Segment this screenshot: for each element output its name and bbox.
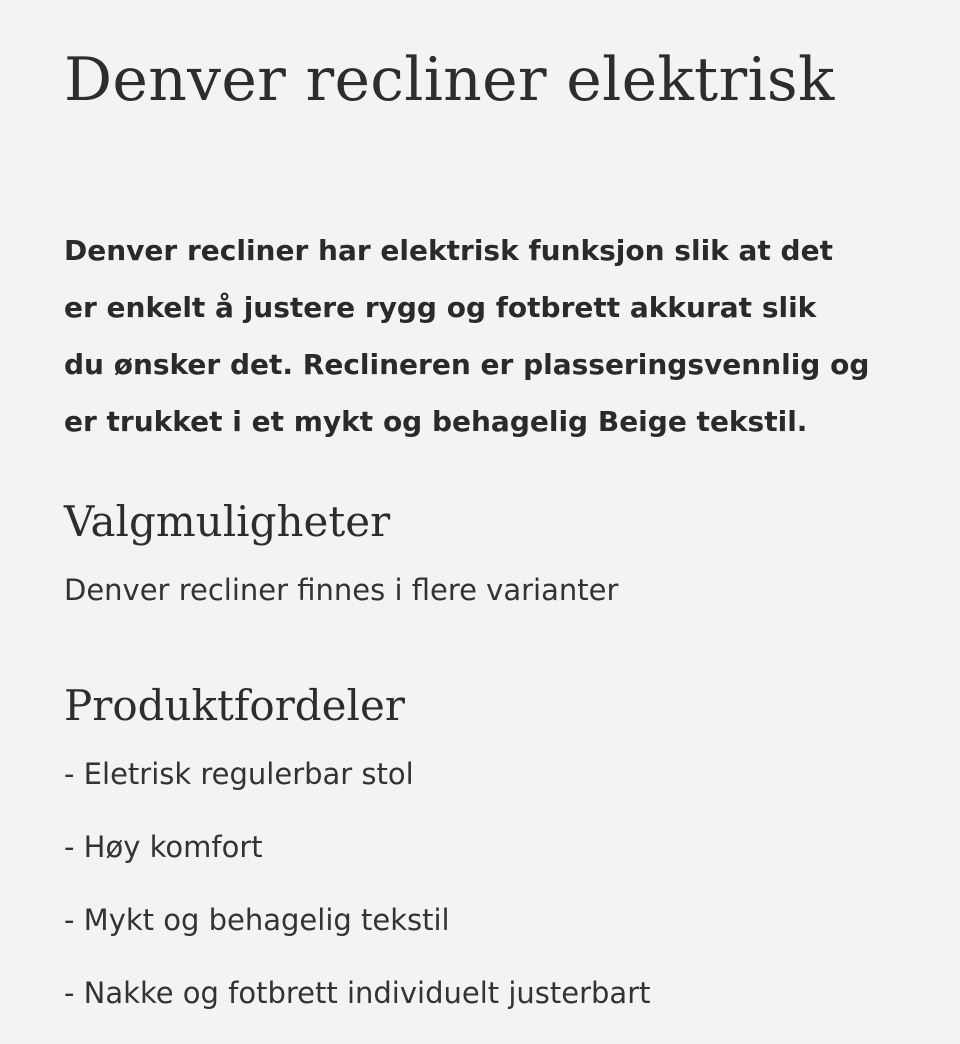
list-item: - Høy komfort [64, 830, 263, 864]
options-heading: Valgmuligheter [64, 497, 391, 546]
options-text: Denver recliner finnes i flere varianter [64, 573, 619, 607]
benefits-list [64, 752, 651, 1044]
list-item: - Nakke og fotbrett individuelt justerbart [64, 976, 651, 1010]
intro-line: er trukket i et mykt og behagelig Beige tekstil. [64, 405, 808, 438]
product-intro [64, 222, 924, 450]
intro-line: Denver recliner har elektrisk funksjon slik at det [64, 234, 833, 267]
page-title: Denver recliner elektrisk [64, 45, 835, 115]
intro-line: du ønsker det. Reclineren er plasseringsvennlig og [64, 348, 870, 381]
list-item: - Mykt og behagelig tekstil [64, 903, 450, 937]
list-item: - Eletrisk regulerbar stol [64, 757, 414, 791]
intro-line: er enkelt å justere rygg og fotbrett akkurat slik [64, 291, 817, 324]
benefits-heading: Produktfordeler [64, 681, 405, 730]
